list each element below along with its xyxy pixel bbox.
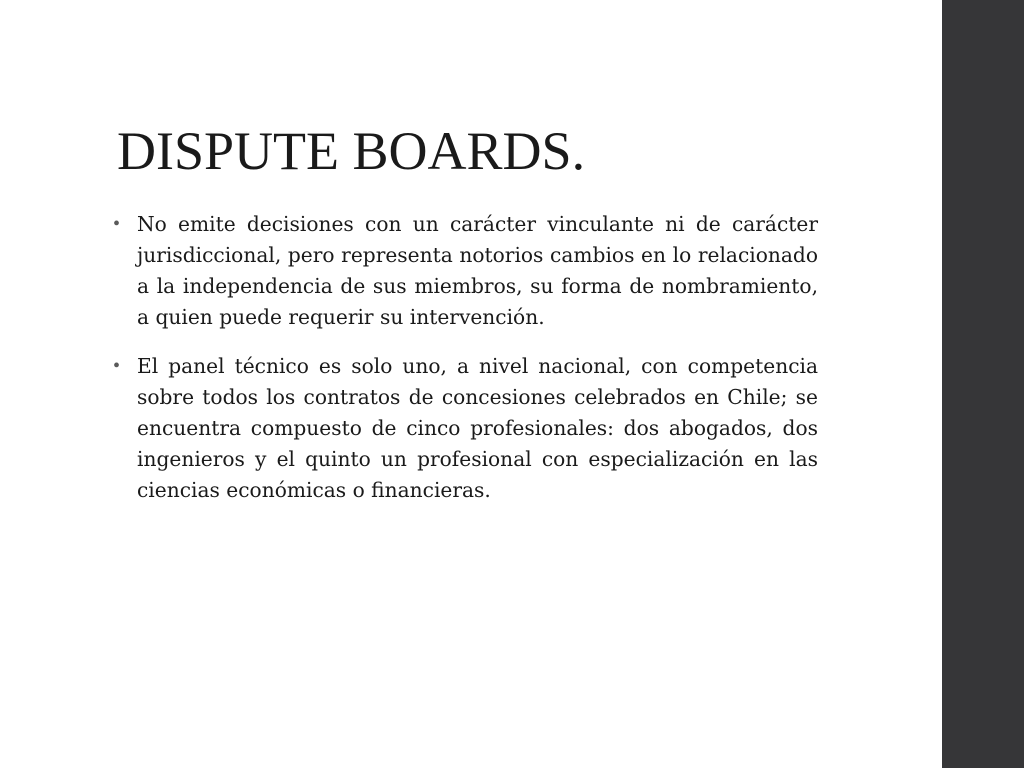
decorative-side-bar (942, 0, 1024, 768)
bullet-text: El panel técnico es solo uno, a nivel nacional, con competencia sobre todos los contratos de concesiones celebrados en Chile; se encuentra compuesto de cinco profesionales: dos abogados, dos ingenieros y el quinto un profesional con especialización en las ciencias económicas o financieras. (137, 354, 818, 502)
bullet-dot-icon: • (113, 355, 121, 377)
bullet-dot-icon: • (113, 213, 121, 235)
slide-title: DISPUTE BOARDS. (117, 121, 586, 181)
bullet-item (110, 351, 818, 506)
bullet-item (110, 209, 818, 333)
bullet-list (110, 209, 818, 524)
bullet-text: No emite decisiones con un carácter vinculante ni de carácter jurisdiccional, pero representa notorios cambios en lo relacionado a la independencia de sus miembros, su forma de nombramiento, a quien puede requerir su intervención. (137, 212, 818, 329)
